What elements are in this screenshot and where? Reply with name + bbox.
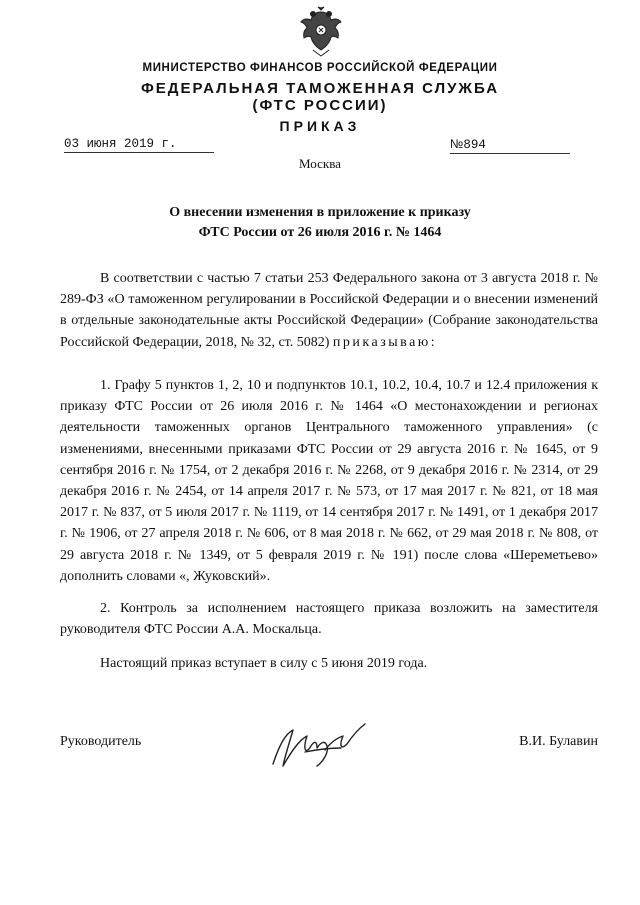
subject-line2: ФТС России от 26 июля 2016 г. № 1464 — [198, 225, 442, 240]
item-1-paragraph — [60, 375, 598, 587]
preamble-paragraph — [60, 268, 598, 353]
subject-line1: О внесении изменения в приложение к приказу — [169, 205, 471, 220]
effective-paragraph — [60, 653, 598, 674]
coat-of-arms-icon — [299, 6, 343, 58]
item-2-text: 2. Контроль за исполнением настоящего приказа возложить на заместителя руководителя ФТС России А.А. Москальца. — [60, 601, 598, 638]
order-subject — [0, 203, 640, 243]
ministry-name: МИНИСТЕРСТВО ФИНАНСОВ РОССИЙСКОЙ ФЕДЕРАЦИИ — [142, 62, 498, 74]
order-number-prefix: № — [450, 137, 464, 151]
handwritten-signature — [265, 716, 385, 776]
signatory-name: В.И. Булавин — [519, 734, 598, 749]
service-name-line1: ФЕДЕРАЛЬНАЯ ТАМОЖЕННАЯ СЛУЖБА — [140, 80, 500, 97]
signatory-title: Руководитель — [60, 734, 142, 749]
order-number-value: 894 — [463, 138, 486, 152]
order-date: 03 июня 2019 г. — [64, 137, 214, 153]
preamble-text: В соответствии с частью 7 статьи 253 Федерального закона от 3 августа 2018 г. № 289-ФЗ «О таможенном регулировании в Российской Федерации и о внесении изменений в отдельные законодательные акты Российской Федерации» (Собрание законодательства Российской Федерации, 2018, № 32, ст. 5082) — [60, 271, 598, 350]
order-number — [450, 137, 570, 154]
item-2-paragraph — [60, 598, 598, 640]
city: Москва — [299, 156, 341, 171]
service-name-line2: (ФТС РОССИИ) — [252, 97, 388, 114]
order-verb: приказываю: — [332, 334, 438, 350]
item-1-text: 1. Графу 5 пунктов 1, 2, 10 и подпунктов 10.1, 10.2, 10.4, 10.7 и 12.4 приложения к приказу ФТС России от 26 июля 2016 г. № 1464 «О местонахождении и регионах деятельности таможенных органов Центрального таможенного управления» (с изменениями, внесенными приказами ФТС России от 29 августа 2016 г. № 1645, от 9 сентября 2016 г. № 1754, от 2 декабря 2016 г. № 2268, от 9 декабря 2016 г. № 2314, от 29 декабря 2016 г. № 2454, от 14 апреля 2017 г. № 573, от 17 мая 2017 г. № 821, от 18 мая 2017 г. № 837, от 5 июля 2017 г. № 1119, от 14 сентября 2017 г. № 1491, от 1 декабря 2017 г. № 1906, от 27 апреля 2018 г. № 606, от 8 мая 2018 г. № 662, от 29 мая 2018 г. № 808, от 29 августа 2018 г. № 1349, от 5 февраля 2019 г. № 191) после слова «Шереметьево» дополнить словами «, Жуковский». — [60, 378, 598, 584]
document-type: ПРИКАЗ — [279, 118, 361, 134]
effective-text: Настоящий приказ вступает в силу с 5 июня 2019 года. — [100, 656, 428, 671]
service-name — [0, 80, 640, 114]
